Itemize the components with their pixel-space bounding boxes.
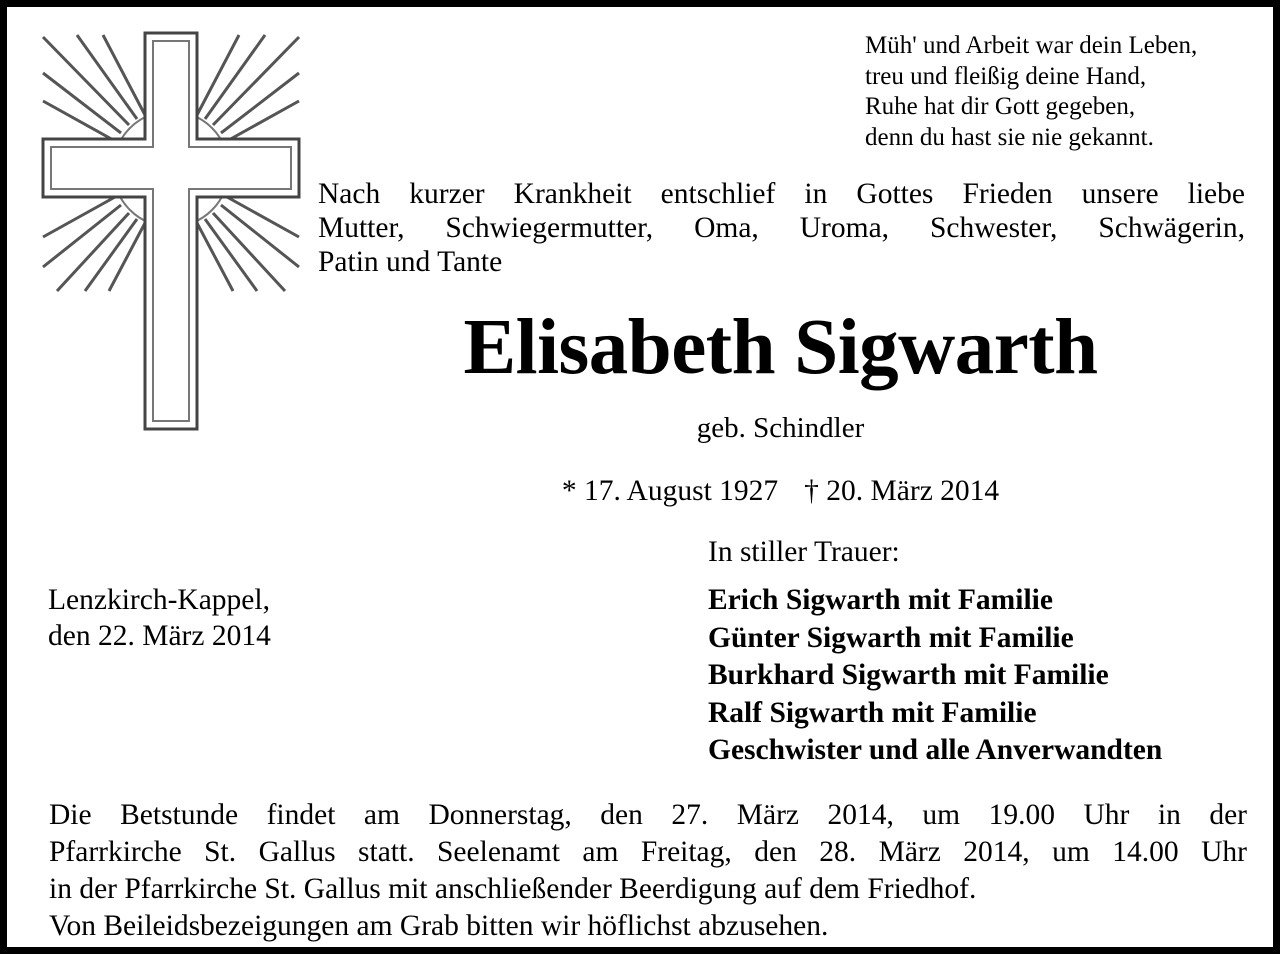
cross-with-rays-icon [37, 29, 305, 434]
service-information [49, 797, 1247, 945]
mourner: Ralf Sigwarth mit Familie [708, 696, 1037, 729]
intro-text [318, 177, 1245, 279]
poem-verse [865, 31, 1265, 153]
mourning-heading: In stiller Trauer: [708, 536, 900, 568]
poem-line: Ruhe hat dir Gott gegeben, [865, 93, 1136, 120]
poem-line: denn du hast sie nie gekannt. [865, 123, 1154, 151]
footer-line: in der Pfarrkirche St. Gallus mit anschließender Beerdigung auf dem Friedhof. [49, 873, 977, 905]
mourner: Burkhard Sigwarth mit Familie [708, 659, 1109, 691]
place-and-date [48, 582, 271, 654]
notice-date: den 22. März 2014 [48, 620, 271, 652]
deceased-name: Elisabeth Sigwarth [463, 304, 1098, 391]
footer-line: Von Beileidsbezeigungen am Grab bitten wir höflichst abzusehen. [49, 910, 829, 942]
intro-line: Patin und Tante [318, 246, 503, 278]
mourner: Günter Sigwarth mit Familie [708, 621, 1074, 654]
intro-line: Nach kurzer Krankheit entschlief in Gottes Frieden unsere liebe [318, 178, 1245, 210]
birth-name: geb. Schindler [696, 412, 865, 444]
footer-line: Pfarrkirche St. Gallus statt. Seelenamt am Freitag, den 28. März 2014, um 14.00 Uhr [49, 836, 1247, 868]
poem-line: Müh' und Arbeit war dein Leben, [865, 32, 1198, 59]
footer-line: Die Betstunde findet am Donnerstag, den 27. März 2014, um 19.00 Uhr in der [49, 799, 1247, 831]
mourner-list [708, 582, 1162, 770]
poem-line: treu und fleißig deine Hand, [865, 62, 1147, 90]
mourner: Geschwister und alle Anverwandten [708, 734, 1163, 766]
place: Lenzkirch-Kappel, [48, 584, 270, 616]
intro-line: Mutter, Schwiegermutter, Oma, Uroma, Schwester, Schwägerin, [318, 212, 1245, 244]
life-dates [317, 472, 1244, 510]
mourner: Erich Sigwarth mit Familie [708, 584, 1053, 616]
death-date: † 20. März 2014 [804, 475, 1000, 507]
birth-date: * 17. August 1927 [561, 475, 779, 507]
